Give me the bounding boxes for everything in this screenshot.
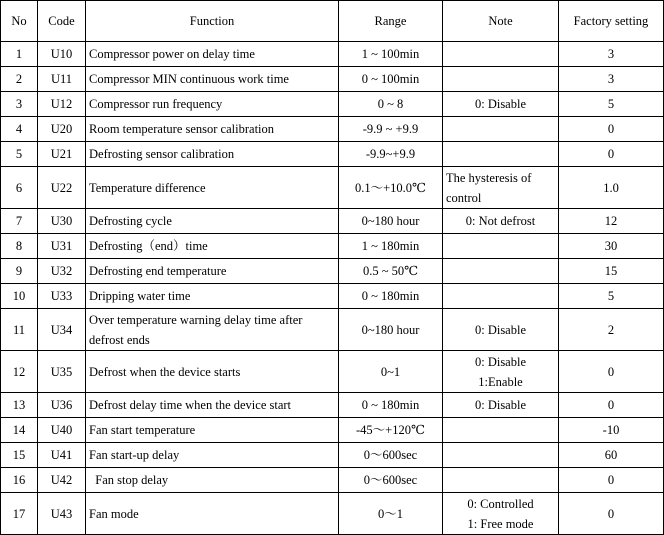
note-line-2: 1:Enable xyxy=(478,374,523,389)
cell-factory: 0 xyxy=(559,117,664,142)
table-row xyxy=(1,117,664,142)
cell-range: 0～600sec xyxy=(339,468,443,493)
cell-no: 8 xyxy=(1,234,38,259)
cell-note xyxy=(443,351,559,393)
cell-code: U22 xyxy=(38,167,86,209)
cell-range: 0.1～+10.0℃ xyxy=(339,167,443,209)
cell-note xyxy=(443,284,559,309)
table-row xyxy=(1,284,664,309)
cell-factory: 60 xyxy=(559,443,664,468)
table-row xyxy=(1,418,664,443)
table-row xyxy=(1,309,664,351)
cell-factory: 30 xyxy=(559,234,664,259)
header-factory: Factory setting xyxy=(559,1,664,42)
note-line-2: 1: Free mode xyxy=(467,516,534,531)
cell-code: U40 xyxy=(38,418,86,443)
header-no: No xyxy=(1,1,38,42)
cell-function: Defrosting end temperature xyxy=(86,259,339,284)
cell-code: U33 xyxy=(38,284,86,309)
cell-factory: 0 xyxy=(559,468,664,493)
cell-no: 4 xyxy=(1,117,38,142)
cell-factory: 0 xyxy=(559,493,664,535)
table-row xyxy=(1,92,664,117)
cell-function: Defrost delay time when the device start xyxy=(86,393,339,418)
cell-function: Fan stop delay xyxy=(86,468,339,493)
cell-code: U10 xyxy=(38,42,86,67)
cell-range: -9.9~+9.9 xyxy=(339,142,443,167)
cell-no: 15 xyxy=(1,443,38,468)
table-row xyxy=(1,234,664,259)
note-line-1: 0: Controlled xyxy=(467,496,534,511)
header-range: Range xyxy=(339,1,443,42)
cell-note xyxy=(443,234,559,259)
cell-range: 1 ~ 180min xyxy=(339,234,443,259)
cell-factory: 1.0 xyxy=(559,167,664,209)
cell-code: U36 xyxy=(38,393,86,418)
cell-no: 14 xyxy=(1,418,38,443)
cell-no: 3 xyxy=(1,92,38,117)
cell-code: U21 xyxy=(38,142,86,167)
cell-no: 7 xyxy=(1,209,38,234)
cell-factory: 5 xyxy=(559,284,664,309)
cell-range: 0 ~ 8 xyxy=(339,92,443,117)
cell-factory: 15 xyxy=(559,259,664,284)
cell-function: Compressor power on delay time xyxy=(86,42,339,67)
cell-code: U42 xyxy=(38,468,86,493)
cell-note xyxy=(443,42,559,67)
header-row xyxy=(1,1,664,42)
cell-note xyxy=(443,493,559,535)
cell-factory: 3 xyxy=(559,67,664,92)
cell-function: Defrosting sensor calibration xyxy=(86,142,339,167)
cell-note: 0: Disable xyxy=(443,393,559,418)
cell-no: 10 xyxy=(1,284,38,309)
cell-note xyxy=(443,259,559,284)
cell-note: 0: Disable xyxy=(443,92,559,117)
table-row xyxy=(1,209,664,234)
cell-function: Room temperature sensor calibration xyxy=(86,117,339,142)
cell-note xyxy=(443,67,559,92)
cell-function: Compressor MIN continuous work time xyxy=(86,67,339,92)
cell-note xyxy=(443,117,559,142)
cell-function: Dripping water time xyxy=(86,284,339,309)
header-note: Note xyxy=(443,1,559,42)
cell-function: Fan mode xyxy=(86,493,339,535)
cell-range: 0~1 xyxy=(339,351,443,393)
cell-note xyxy=(443,418,559,443)
cell-note xyxy=(443,142,559,167)
cell-function: Defrost when the device starts xyxy=(86,351,339,393)
cell-code: U11 xyxy=(38,67,86,92)
note-line-1: 0: Disable xyxy=(474,354,527,369)
table-row xyxy=(1,468,664,493)
table-row xyxy=(1,42,664,67)
cell-function: Fan start-up delay xyxy=(86,443,339,468)
cell-factory: 3 xyxy=(559,42,664,67)
cell-code: U31 xyxy=(38,234,86,259)
header-code: Code xyxy=(38,1,86,42)
cell-range: 0 ~ 100min xyxy=(339,67,443,92)
cell-no: 17 xyxy=(1,493,38,535)
cell-function: Over temperature warning delay time after defrost ends xyxy=(86,309,339,351)
cell-factory: 2 xyxy=(559,309,664,351)
cell-no: 13 xyxy=(1,393,38,418)
cell-no: 11 xyxy=(1,309,38,351)
table-row xyxy=(1,493,664,535)
table-row xyxy=(1,259,664,284)
cell-factory: 0 xyxy=(559,393,664,418)
cell-code: U30 xyxy=(38,209,86,234)
cell-range: 0 ~ 180min xyxy=(339,393,443,418)
cell-code: U20 xyxy=(38,117,86,142)
table-row xyxy=(1,167,664,209)
cell-no: 2 xyxy=(1,67,38,92)
table-row xyxy=(1,393,664,418)
cell-factory: 0 xyxy=(559,142,664,167)
cell-function: Temperature difference xyxy=(86,167,339,209)
cell-note: The hysteresis of control xyxy=(443,167,559,209)
table-row xyxy=(1,351,664,393)
cell-no: 1 xyxy=(1,42,38,67)
table-row xyxy=(1,142,664,167)
cell-range: -9.9 ~ +9.9 xyxy=(339,117,443,142)
cell-function: Compressor run frequency xyxy=(86,92,339,117)
table-row xyxy=(1,443,664,468)
cell-code: U35 xyxy=(38,351,86,393)
cell-note xyxy=(443,468,559,493)
cell-code: U43 xyxy=(38,493,86,535)
cell-note xyxy=(443,443,559,468)
cell-note: 0: Disable xyxy=(443,309,559,351)
cell-no: 6 xyxy=(1,167,38,209)
cell-range: 0～1 xyxy=(339,493,443,535)
cell-range: 0~180 hour xyxy=(339,209,443,234)
cell-factory: 0 xyxy=(559,351,664,393)
cell-range: 0~180 hour xyxy=(339,309,443,351)
cell-code: U32 xyxy=(38,259,86,284)
cell-range: 1 ~ 100min xyxy=(339,42,443,67)
cell-no: 12 xyxy=(1,351,38,393)
cell-factory: 12 xyxy=(559,209,664,234)
cell-range: 0.5 ~ 50℃ xyxy=(339,259,443,284)
cell-function: Defrosting cycle xyxy=(86,209,339,234)
cell-factory: 5 xyxy=(559,92,664,117)
cell-range: 0～600sec xyxy=(339,443,443,468)
header-function: Function xyxy=(86,1,339,42)
cell-function: Fan start temperature xyxy=(86,418,339,443)
cell-function: Defrosting（end）time xyxy=(86,234,339,259)
cell-code: U12 xyxy=(38,92,86,117)
cell-range: -45～+120℃ xyxy=(339,418,443,443)
cell-code: U41 xyxy=(38,443,86,468)
cell-no: 5 xyxy=(1,142,38,167)
cell-factory: -10 xyxy=(559,418,664,443)
table-row xyxy=(1,67,664,92)
cell-range: 0 ~ 180min xyxy=(339,284,443,309)
cell-note: 0: Not defrost xyxy=(443,209,559,234)
cell-no: 16 xyxy=(1,468,38,493)
cell-no: 9 xyxy=(1,259,38,284)
cell-code: U34 xyxy=(38,309,86,351)
